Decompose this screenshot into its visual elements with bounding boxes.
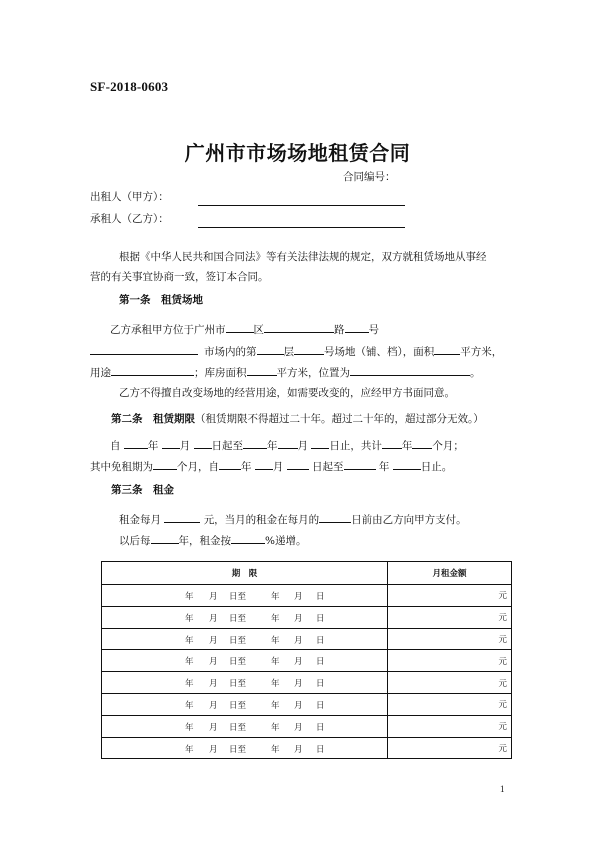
storage-location-field[interactable]	[350, 365, 470, 376]
intro-line-2: 营的有关事宜协商一致，签订本合同。	[90, 271, 269, 283]
period-cell[interactable]	[102, 606, 388, 628]
table-row	[102, 606, 512, 628]
table-row	[102, 672, 512, 694]
table-row	[102, 650, 512, 672]
start-month-field[interactable]	[162, 438, 180, 449]
period-cell[interactable]	[102, 672, 388, 694]
article-2-line-1: 自 年 月 日起至 年 月 日止，共计 年 个月；	[110, 440, 464, 452]
article-3-line-2: 以后每 年，租金按 %递增。	[119, 535, 307, 547]
usage-field[interactable]	[111, 365, 194, 376]
period-date-label: 日至	[229, 613, 247, 624]
free-end-year-field[interactable]	[344, 459, 376, 470]
number-field[interactable]	[345, 322, 369, 333]
period-date-label: 月	[209, 679, 218, 690]
period-date-label: 月	[209, 613, 218, 624]
period-date-label: 年	[271, 657, 280, 668]
total-months-field-2[interactable]	[412, 438, 432, 449]
period-date-label: 年	[271, 613, 280, 624]
period-date-label: 年	[271, 635, 280, 646]
amount-cell[interactable]: 元	[388, 585, 512, 607]
contract-title: 广州市市场场地租赁合同	[184, 141, 411, 165]
road-field[interactable]	[264, 322, 334, 333]
period-date-label: 日	[316, 722, 325, 733]
period-date-label: 日至	[229, 657, 247, 668]
period-date-label: 年	[185, 700, 194, 711]
period-date-label: 年	[271, 700, 280, 711]
period-date-label: 月	[294, 657, 303, 668]
period-cell[interactable]	[102, 650, 388, 672]
article-1-heading: 第一条 租赁场地	[119, 294, 203, 306]
period-cell[interactable]	[102, 737, 388, 759]
period-date-label: 年	[185, 744, 194, 755]
end-day-field[interactable]	[311, 438, 329, 449]
period-date-label: 月	[294, 679, 303, 690]
period-date-label: 日至	[229, 635, 247, 646]
increase-years-field[interactable]	[151, 533, 179, 544]
area-field[interactable]	[434, 344, 460, 355]
period-date-label: 月	[209, 744, 218, 755]
contract-no-label: 合同编号：	[343, 171, 396, 183]
table-row	[102, 693, 512, 715]
intro-line-1: 根据《中华人民共和国合同法》等有关法律法规的规定，双方就租赁场地从事经	[119, 251, 487, 263]
period-date-label: 日	[316, 613, 325, 624]
period-date-label: 月	[294, 700, 303, 711]
period-date-label: 月	[209, 592, 218, 602]
period-date-label: 日	[316, 635, 325, 646]
period-date-label: 年	[185, 635, 194, 646]
period-date-label: 日	[316, 657, 325, 668]
amount-cell[interactable]: 元	[388, 737, 512, 759]
period-date-label: 年	[185, 679, 194, 690]
period-date-label: 年	[185, 722, 194, 733]
start-year-field[interactable]	[124, 438, 148, 449]
end-year-field[interactable]	[243, 438, 267, 449]
district-field[interactable]	[226, 322, 254, 333]
period-cell[interactable]	[102, 628, 388, 650]
table-row	[102, 715, 512, 737]
amount-cell[interactable]: 元	[388, 693, 512, 715]
period-date-label: 日	[316, 700, 325, 711]
period-date-label: 日至	[229, 722, 247, 733]
total-months-field[interactable]	[382, 438, 402, 449]
payment-day-field[interactable]	[319, 512, 351, 523]
period-date-label: 日	[316, 592, 325, 602]
amount-cell[interactable]: 元	[388, 650, 512, 672]
period-date-label: 年	[185, 613, 194, 624]
article-2-heading-line: 第二条 租赁期限（租赁期限不得超过二十年。超过二十年的，超过部分无效。）	[111, 413, 484, 425]
period-date-label: 年	[185, 592, 194, 602]
document-number: SF-2018-0603	[90, 79, 169, 94]
monthly-rent-field[interactable]	[164, 512, 200, 523]
period-date-label: 月	[209, 722, 218, 733]
floor-field[interactable]	[257, 344, 284, 355]
increase-percent-field[interactable]	[231, 533, 265, 544]
free-end-day-field[interactable]	[393, 459, 421, 470]
table-row	[102, 628, 512, 650]
table-row	[102, 737, 512, 759]
period-date-label: 月	[294, 613, 303, 624]
period-date-label: 年	[271, 722, 280, 733]
free-months-field[interactable]	[153, 459, 177, 470]
period-date-label: 日至	[229, 744, 247, 755]
free-start-month-field[interactable]	[255, 459, 273, 470]
rent-schedule-table	[101, 561, 512, 759]
period-date-label: 月	[294, 592, 303, 602]
article-3-line-1: 租金每月 元，当月的租金在每月的 日前由乙方向甲方支付。	[119, 514, 467, 526]
period-cell[interactable]	[102, 693, 388, 715]
period-date-label: 月	[294, 744, 303, 755]
amount-cell[interactable]: 元	[388, 606, 512, 628]
article-1-line-2: 市场内的第 层 号场地（铺、档），面积 平方米，	[90, 344, 502, 359]
amount-cell[interactable]: 元	[388, 628, 512, 650]
header-period: 期 限	[102, 562, 388, 585]
period-date-label: 月	[209, 657, 218, 668]
period-date-label: 日至	[229, 700, 247, 711]
period-date-label: 日	[316, 679, 325, 690]
period-date-label: 月	[294, 635, 303, 646]
article-2-line-2: 其中免租期为 个月，自 年 月 日起至 年 日止。	[90, 461, 453, 473]
free-start-year-field[interactable]	[219, 459, 241, 470]
period-date-label: 年	[271, 679, 280, 690]
period-cell[interactable]	[102, 715, 388, 737]
period-date-label: 月	[209, 635, 218, 646]
period-cell[interactable]	[102, 585, 388, 607]
storage-area-field[interactable]	[247, 365, 277, 376]
stall-field[interactable]	[294, 344, 324, 355]
period-date-label: 月	[209, 700, 218, 711]
table-row	[102, 585, 512, 607]
amount-cell[interactable]: 元	[388, 715, 512, 737]
lessee-label: 承租人（乙方）：	[90, 213, 169, 225]
lessor-field[interactable]	[198, 205, 405, 206]
article-1-line-1: 乙方承租甲方位于广州市 区 路 号	[110, 324, 379, 336]
period-date-label: 日	[316, 744, 325, 755]
amount-cell[interactable]: 元	[388, 672, 512, 694]
period-date-label: 年	[271, 592, 280, 602]
article-1-line-4: 乙方不得擅自改变场地的经营用途，如需要改变的，应经甲方书面同意。	[119, 387, 455, 399]
market-name-field[interactable]	[90, 344, 198, 355]
lessee-field[interactable]	[198, 227, 405, 228]
article-3-heading: 第三条 租金	[111, 484, 174, 496]
start-day-field[interactable]	[194, 438, 212, 449]
article-1-line-3: 用途 ；库房面积 平方米，位置为 。	[90, 367, 481, 379]
period-date-label: 年	[271, 744, 280, 755]
lessor-label: 出租人（甲方）：	[90, 191, 169, 203]
period-date-label: 月	[294, 722, 303, 733]
end-month-field[interactable]	[278, 438, 298, 449]
header-amount: 月租金额	[388, 562, 512, 585]
period-date-label: 日至	[229, 592, 247, 602]
free-start-day-field[interactable]	[287, 459, 309, 470]
table-header-row	[102, 562, 512, 585]
page-number: 1	[500, 784, 505, 794]
period-date-label: 年	[185, 657, 194, 668]
period-date-label: 日至	[229, 679, 247, 690]
